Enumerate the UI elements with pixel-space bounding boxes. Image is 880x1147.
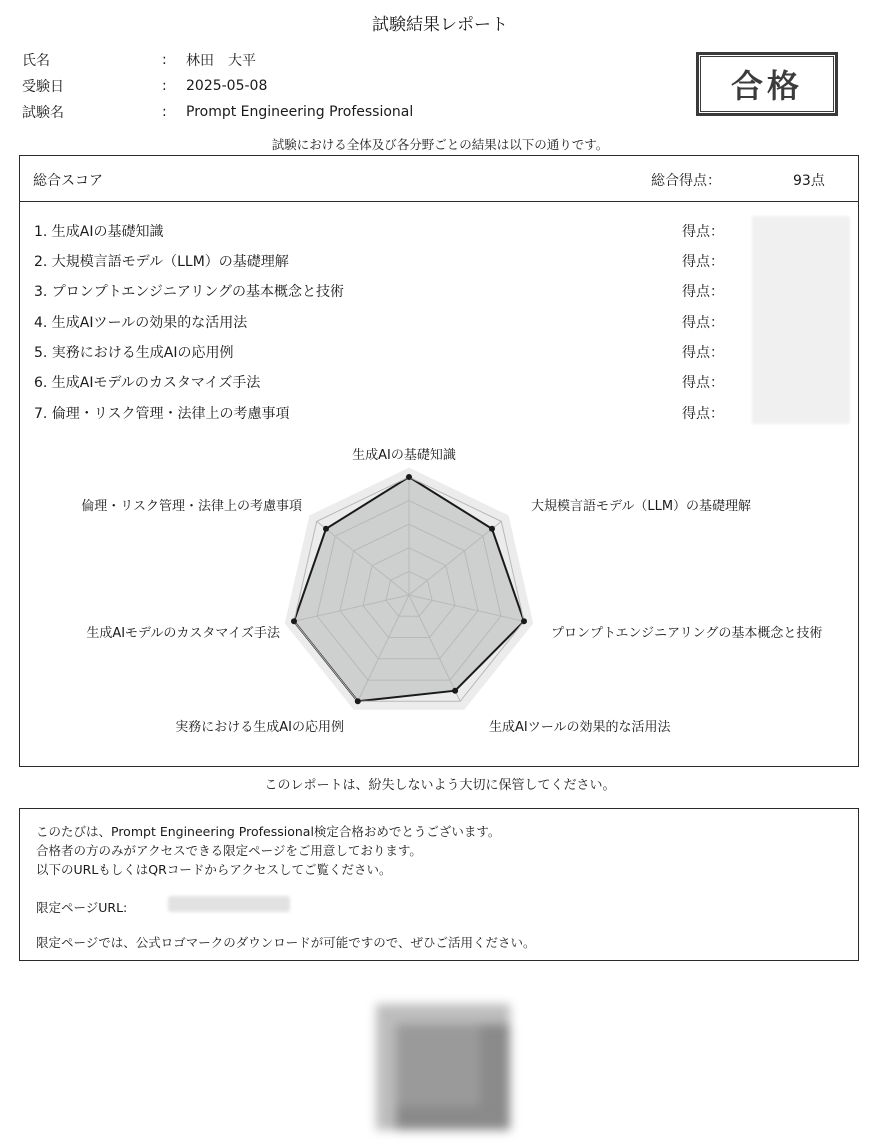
category-score-label: 得点： [682, 284, 724, 300]
radar-axis-label: 実務における生成AIの応用例 [175, 720, 344, 735]
category-score-label: 得点： [682, 406, 724, 422]
score-header [19, 155, 859, 202]
info-row-date [22, 75, 267, 97]
category-score-label: 得点： [682, 375, 724, 391]
message-panel [19, 808, 859, 961]
logo-download-note: 限定ページでは、公式ロゴマークのダウンロードが可能ですので、ぜひご活用ください。 [36, 935, 536, 950]
radar-point [291, 618, 297, 624]
overall-score-label: 総合スコア [33, 173, 103, 189]
radar-point [521, 618, 527, 624]
info-row-name [22, 49, 256, 71]
category-score-label: 得点： [682, 254, 724, 270]
pass-stamp: 合格 [696, 52, 838, 116]
category-label: 2. 大規模言語モデル（LLM）の基礎理解 [34, 254, 289, 270]
category-score-label: 得点： [682, 224, 724, 240]
category-row [34, 370, 724, 392]
total-score-value: 93点 [793, 173, 825, 189]
exam-name-value: Prompt Engineering Professional [186, 104, 414, 120]
category-label: 7. 倫理・リスク管理・法律上の考慮事項 [34, 406, 290, 422]
name-value: 林田 大平 [186, 53, 256, 69]
radar-point [452, 688, 458, 694]
category-row [34, 310, 724, 332]
category-label: 6. 生成AIモデルのカスタマイズ手法 [34, 375, 261, 391]
radar-axis-label: プロンプトエンジニアリングの基本概念と技術 [551, 626, 823, 641]
exam-date-colon: : [162, 78, 167, 94]
radar-axis-label: 生成AIツールの効果的な活用法 [489, 720, 671, 735]
message-access: 以下のURLもしくはQRコードからアクセスしてご覧ください。 [36, 862, 392, 877]
radar-point [406, 474, 412, 480]
info-row-exam [22, 101, 413, 123]
category-label: 3. プロンプトエンジニアリングの基本概念と技術 [34, 284, 345, 300]
redacted-scores [752, 216, 850, 424]
report-title: 試験結果レポート [372, 15, 508, 35]
radar-axis-label: 大規模言語モデル（LLM）の基礎理解 [531, 499, 752, 514]
exam-name-label: 試験名 [22, 105, 64, 121]
category-row [34, 279, 724, 301]
radar-axis-label: 生成AIモデルのカスタマイズ手法 [86, 626, 280, 641]
category-row [34, 219, 724, 241]
exam-date-label: 受験日 [22, 79, 64, 95]
radar-axis-label: 倫理・リスク管理・法律上の考慮事項 [81, 499, 302, 514]
name-label: 氏名 [22, 53, 50, 69]
category-label: 1. 生成AIの基礎知識 [34, 224, 164, 240]
message-congrats: このたびは、Prompt Engineering Professional検定合格おめでとうございます。 [36, 824, 501, 839]
radar-point [323, 526, 329, 532]
storage-notice: このレポートは、紛失しないよう大切に保管してください。 [264, 778, 616, 793]
exam-date-value: 2025-05-08 [186, 78, 268, 94]
category-label: 5. 実務における生成AIの応用例 [34, 345, 234, 361]
qr-code[interactable] [376, 1004, 510, 1130]
radar-point [355, 698, 361, 704]
limited-page-url-link[interactable] [168, 896, 290, 912]
category-label: 4. 生成AIツールの効果的な活用法 [34, 315, 248, 331]
category-row [34, 249, 724, 271]
limited-page-url-label: 限定ページURL: [36, 900, 128, 915]
radar-axis-label: 生成AIの基礎知識 [352, 448, 456, 463]
category-score-label: 得点： [682, 345, 724, 361]
category-score-label: 得点： [682, 315, 724, 331]
category-row [34, 340, 724, 362]
name-colon: : [162, 52, 167, 68]
total-score-label: 総合得点： [651, 173, 721, 189]
category-row [34, 401, 724, 423]
intro-text: 試験における全体及び各分野ごとの結果は以下の通りです。 [271, 137, 609, 152]
radar-chart [19, 437, 859, 763]
message-limited-page: 合格者の方のみがアクセスできる限定ページをご用意しております。 [36, 843, 422, 858]
exam-name-colon: : [162, 104, 167, 120]
radar-point [489, 526, 495, 532]
